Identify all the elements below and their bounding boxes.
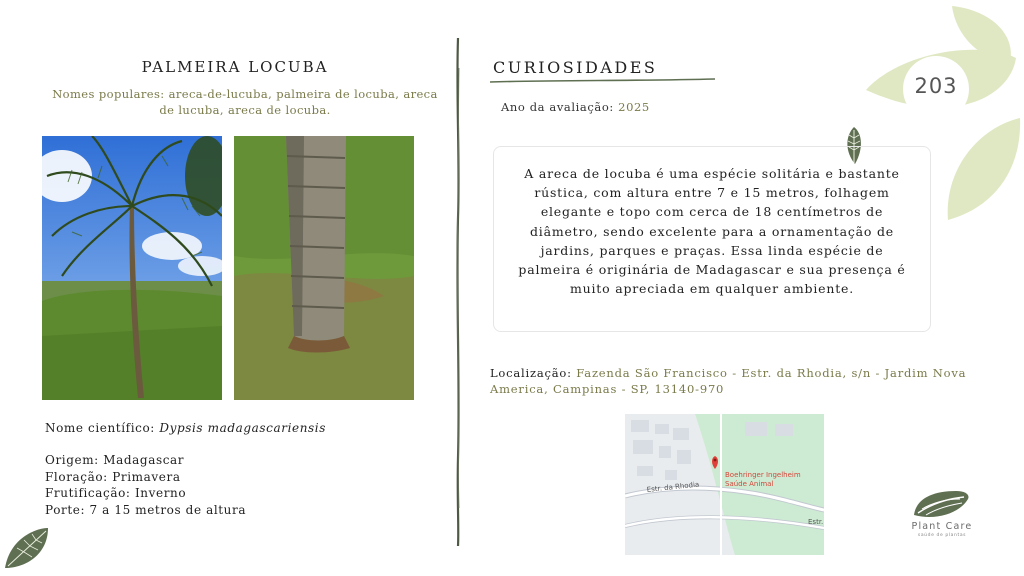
evaluation-year: [501, 100, 650, 114]
plant-facts: [45, 452, 246, 518]
size: Porte: 7 a 15 metros de altura: [45, 502, 247, 517]
location-value: Fazenda São Francisco - Estr. da Rhodia, s/n - Jardim Nova America, Campinas - SP, 13140-970: [490, 366, 967, 396]
brand-name: Plant Care: [911, 521, 973, 532]
map-road-label-short: Estr.: [808, 518, 824, 526]
brand-tagline: saúde de plantas: [917, 533, 967, 538]
map-road-label: Estr. da Rhodia: [646, 480, 700, 494]
scientific-name-value: Dypsis madagascariensis: [159, 421, 327, 435]
map-place-line1: Boehringer Ingelheim: [725, 471, 801, 479]
plant-title: PALMEIRA LOCUBA: [141, 58, 329, 76]
leaf-bottom: [948, 118, 1020, 220]
column-divider: [454, 38, 462, 546]
map-place-line2: Saúde Animal: [725, 480, 774, 488]
year-label: Ano da avaliação:: [501, 100, 614, 114]
location-label: Localização:: [490, 366, 572, 380]
flowering: Floração: Primavera: [45, 469, 181, 484]
popular-names: Nomes populares: areca-de-lucuba, palmeira de locuba, areca de lucuba, areca de locuba.: [52, 87, 438, 117]
title-underline: [490, 78, 715, 84]
origin: Origem: Madagascar: [45, 453, 185, 467]
year-value: 2025: [618, 100, 650, 114]
palm-photo-trunk: [234, 136, 414, 400]
fruiting: Frutificação: Inverno: [45, 486, 187, 500]
palm-photo-full: [42, 136, 222, 400]
leaf-icon-bottom-left: [2, 526, 52, 572]
location-map[interactable]: [625, 414, 824, 555]
badge-number: 203: [914, 74, 958, 98]
scientific-name: [45, 421, 326, 435]
curiosities-title: CURIOSIDADES: [493, 58, 658, 77]
location: [490, 366, 980, 397]
plant-care-logo: [906, 487, 976, 521]
scientific-label: Nome científico:: [45, 421, 155, 435]
description-text: A areca de locuba é uma espécie solitária e bastante rústica, com altura entre 7 e 15 metros, folhagem elegante e topo com cerca de 18 centímetros de diâmetro, sendo excelente para a ornamentação de jardins, parques e praças. Essa linda espécie de palmeira é originária de Madagascar e sua presença é muito apreciada em qualquer ambiente.: [518, 166, 906, 297]
